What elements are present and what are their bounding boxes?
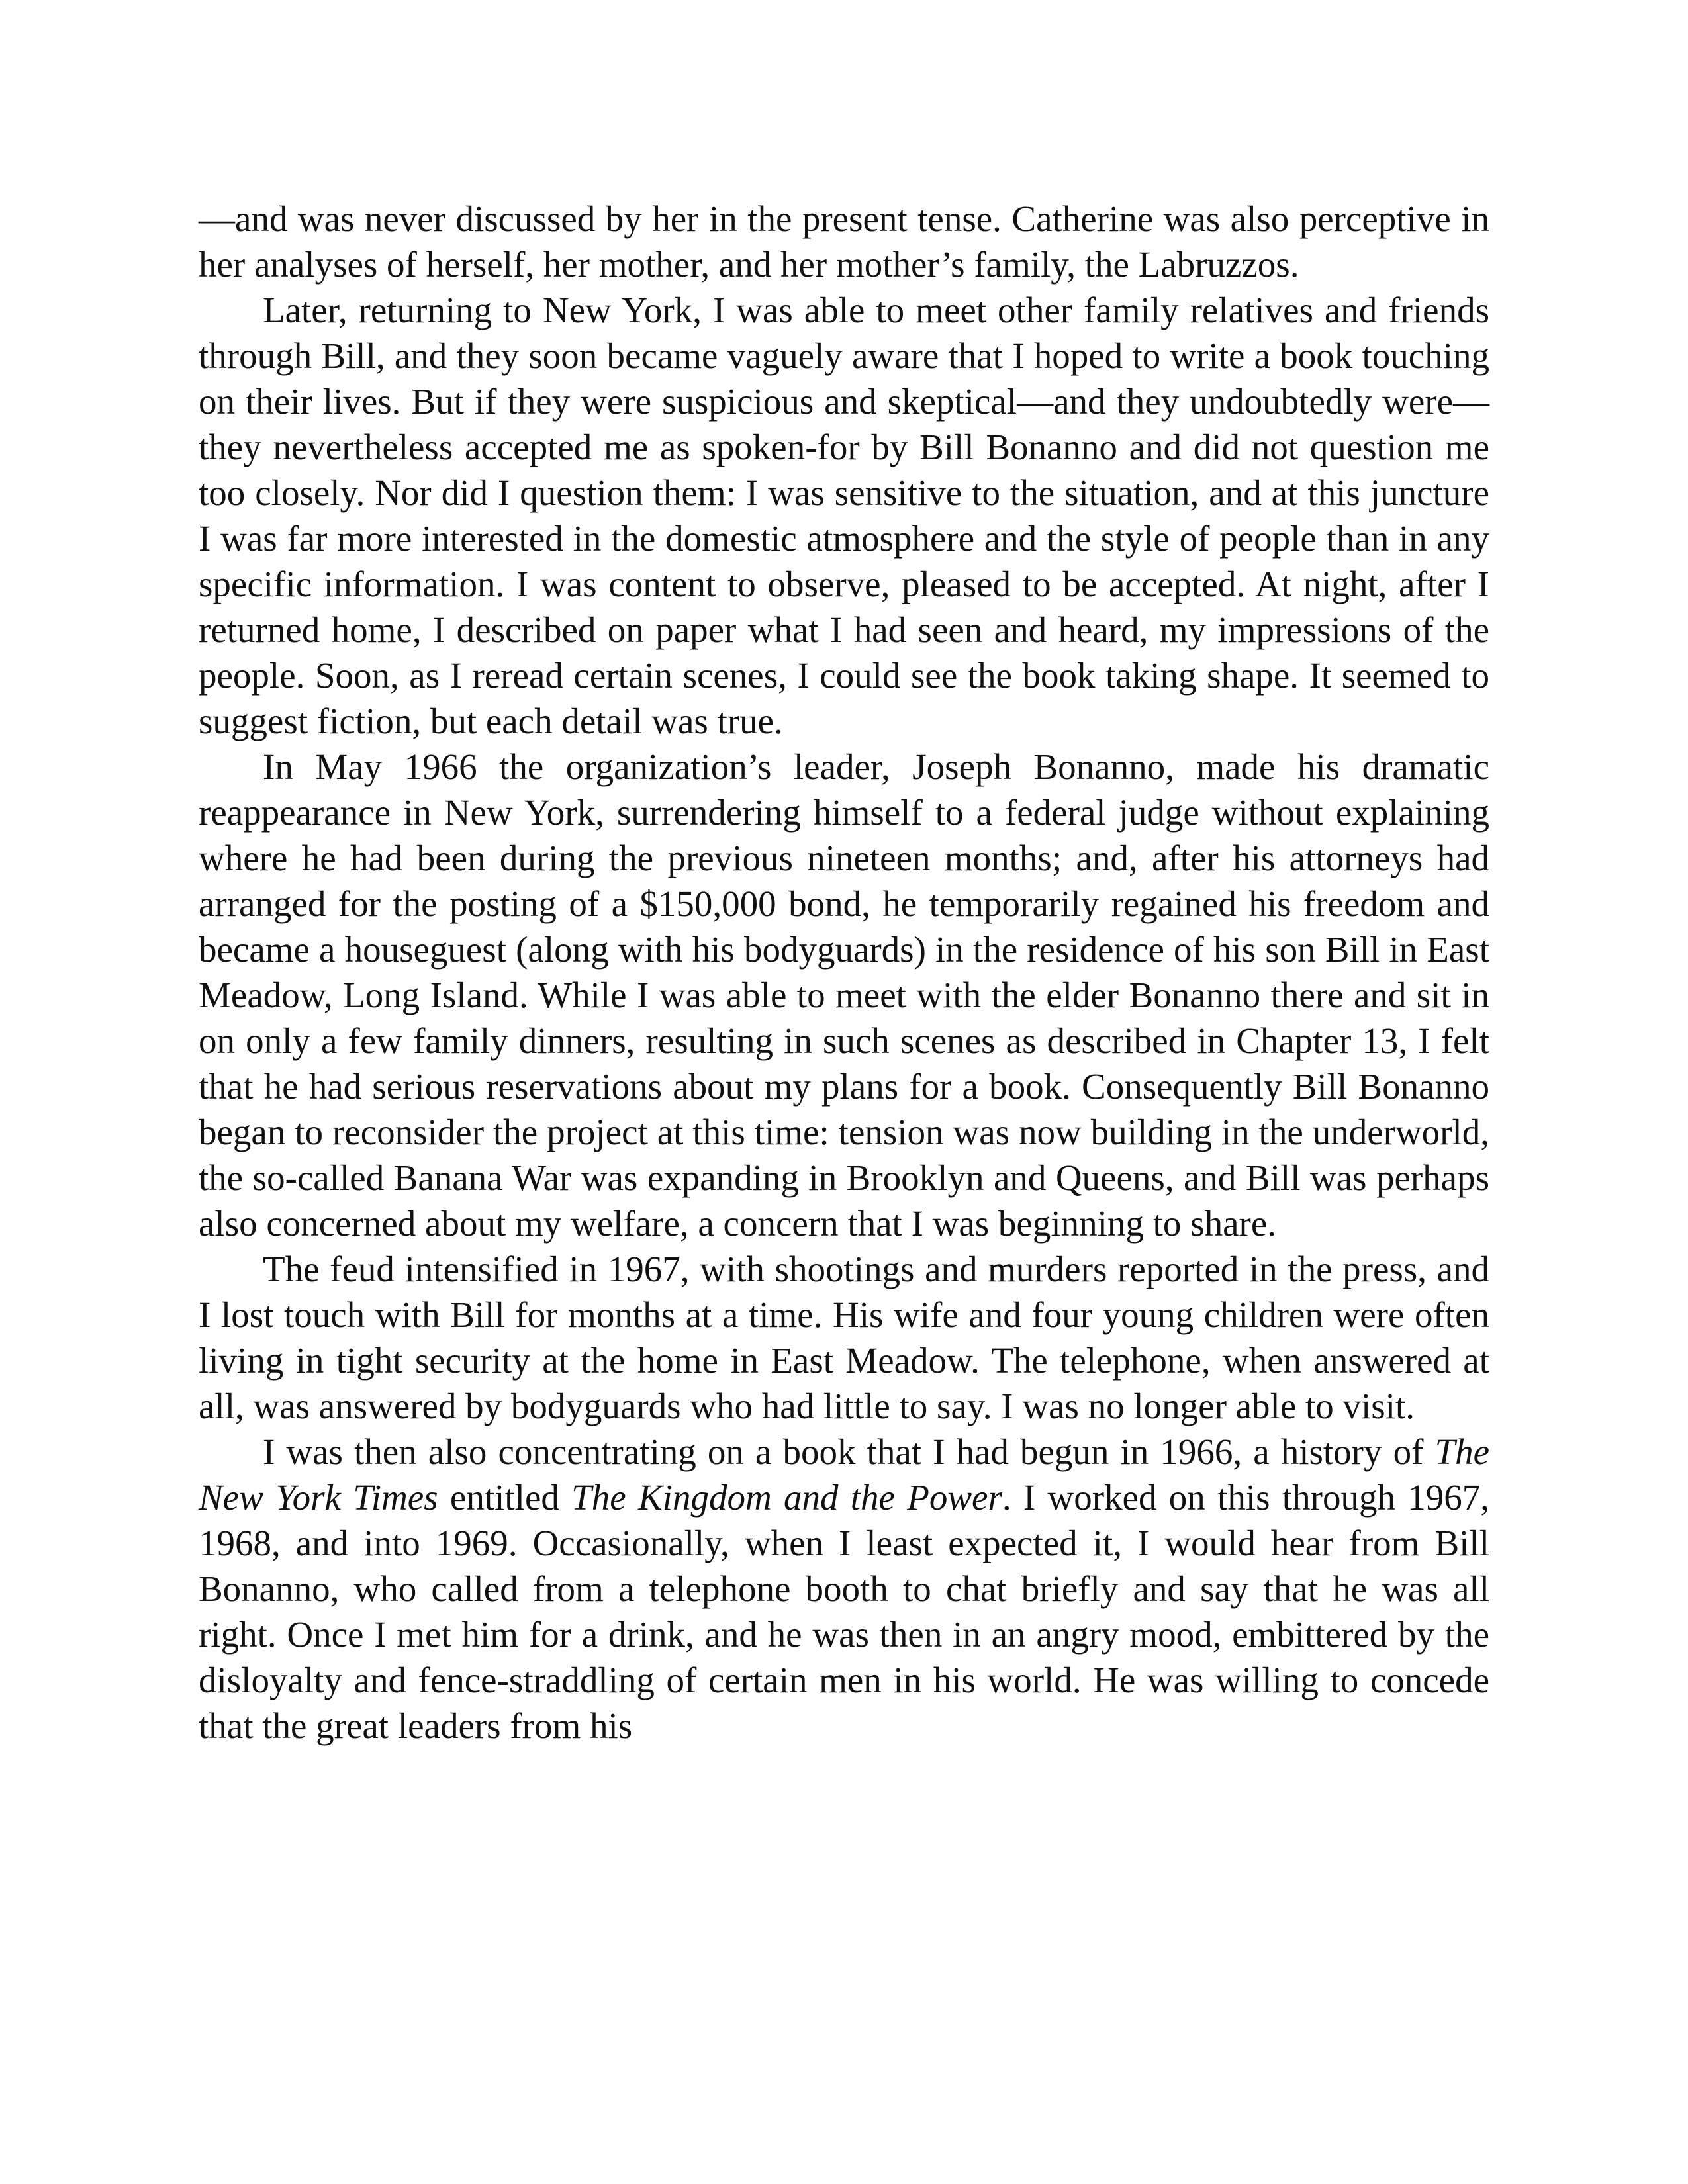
paragraph-kingdom-and-power — [199, 1429, 1489, 1749]
italic-title-kingdom: The Kingdom and the Power — [571, 1477, 1002, 1518]
paragraph-continuation: —and was never discussed by her in the present tense. Catherine was also perceptive in her analyses of herself, her mother, and her mother’s family, the Labruzzos. — [199, 199, 1489, 285]
text-segment: . I worked on this through 1967, 1968, and into 1969. Occasionally, when I least expected it, I would hear from Bill Bonanno, who called from a telephone booth to chat briefly and say that he was all right. Once I met him for a drink, and he was then in an angry mood, embittered by the disloyalty and fence-straddling of certain men in his world. He was willing to concede that the great leaders from his — [199, 1477, 1489, 1746]
paragraph-feud-1967: The feud intensified in 1967, with shootings and murders reported in the press, and I lost touch with Bill for months at a time. His wife and four young children were often living in tight security at the home in East Meadow. The telephone, when answered at all, was answered by bodyguards who had little to say. I was no longer able to visit. — [199, 1249, 1489, 1426]
paragraph-returning-to-new-york: Later, returning to New York, I was able to meet other family relatives and friends through Bill, and they soon became vaguely aware that I hoped to write a book touching on their lives. But if they were suspicious and skeptical—and they undoubtedly were—they nevertheless accepted me as spoken-for by Bill Bonanno and did not question me too closely. Nor did I question them: I was sensitive to the situation, and at this juncture I was far more interested in the domestic atmosphere and the style of people than in any specific information. I was content to observe, pleased to be accepted. At night, after I returned home, I described on paper what I had seen and heard, my impressions of the people. Soon, as I reread certain scenes, I could see the book taking shape. It seemed to suggest fiction, but each detail was true. — [199, 290, 1489, 741]
text-segment: entitled — [438, 1477, 572, 1518]
paragraph-may-1966: In May 1966 the organization’s leader, Joseph Bonanno, made his dramatic reappearance in New York, surrendering himself to a federal judge without explaining where he had been during the previous nineteen months; and, after his attorneys had arranged for the posting of a $150,000 bond, he temporarily regained his freedom and became a houseguest (along with his bodyguards) in the residence of his son Bill in East Meadow, Long Island. While I was able to meet with the elder Bonanno there and sit in on only a few family dinners, resulting in such scenes as described in Chapter 13, I felt that he had serious reservations about my plans for a book. Consequently Bill Bonanno began to reconsider the project at this time: tension was now building in the underworld, the so-called Banana War was expanding in Brooklyn and Queens, and Bill was perhaps also concerned about my welfare, a concern that I was beginning to share. — [199, 747, 1489, 1244]
text-segment: I was then also concentrating on a book that I had begun in 1966, a history of — [263, 1432, 1435, 1472]
book-page — [199, 196, 1489, 1749]
italic-title-nyt: The New York Times — [199, 1432, 1489, 1518]
